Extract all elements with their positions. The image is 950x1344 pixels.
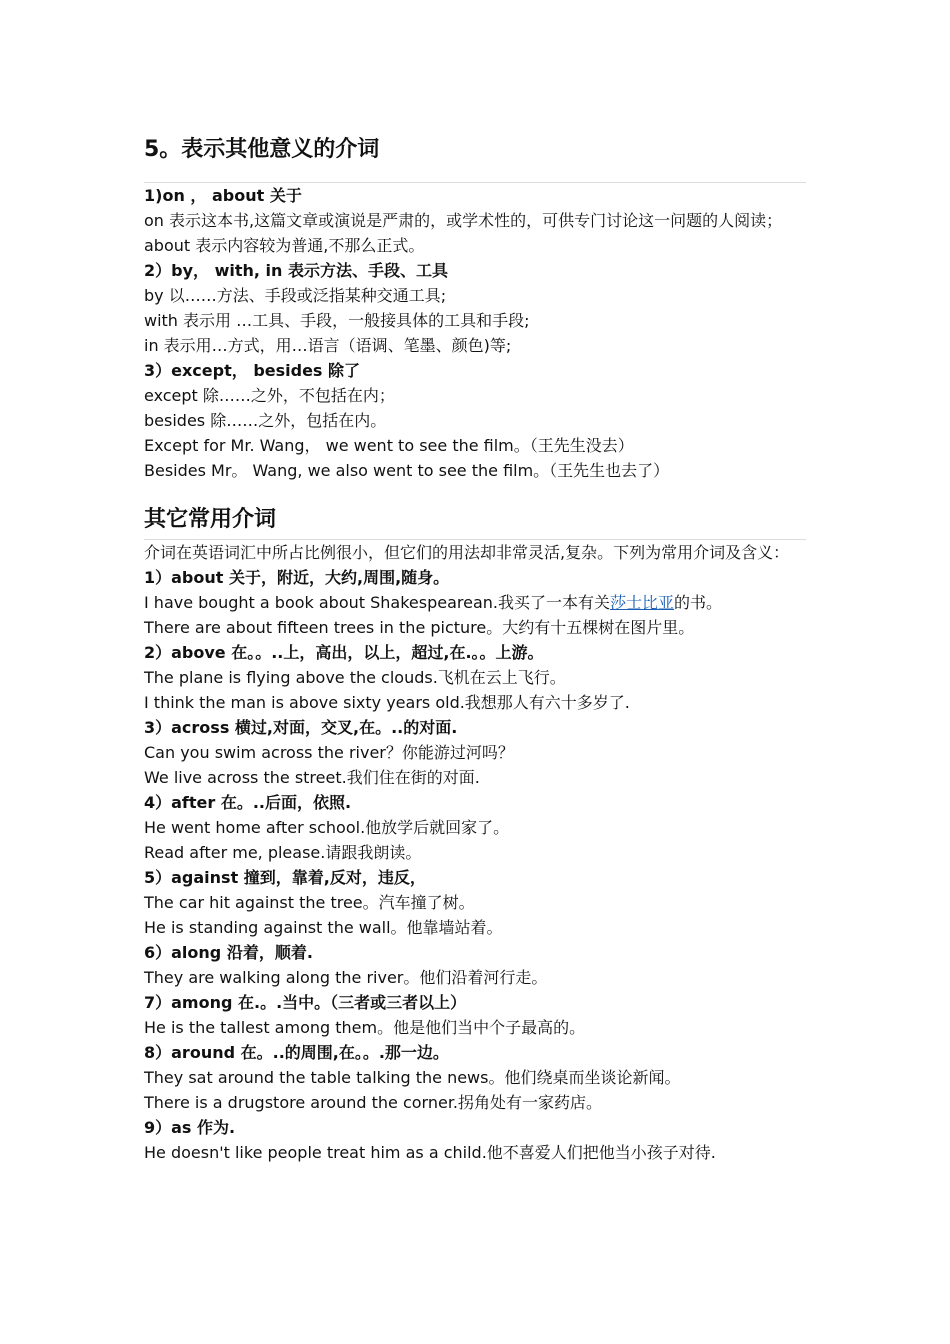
text-line: The car hit against the tree。汽车撞了树。 bbox=[144, 893, 475, 912]
intro-paragraph: 介词在英语词汇中所占比例很小，但它们的用法却非常灵活,复杂。下列为常用介词及含义： bbox=[144, 543, 790, 562]
heading-line: 9）as 作为. bbox=[144, 1118, 236, 1137]
text-line: He is the tallest among them。他是他们当中个子最高的。 bbox=[144, 1018, 586, 1037]
text-line: Can you swim across the river？你能游过河吗？ bbox=[144, 743, 514, 762]
text-line: We live across the street.我们住在街的对面. bbox=[144, 768, 480, 787]
heading-line: 7）among 在.。.当中。（三者或三者以上） bbox=[144, 993, 467, 1012]
text-line: He went home after school.他放学后就回家了。 bbox=[144, 818, 510, 837]
other-prepositions-content bbox=[144, 540, 806, 1165]
text-line: They are walking along the river。他们沿着河行走。 bbox=[144, 968, 548, 987]
text-line: except 除……之外，不包括在内； bbox=[144, 386, 395, 405]
heading-line: 1)on ， about 关于 bbox=[144, 186, 302, 205]
text-line: in 表示用…方式，用…语言（语调、笔墨、颜色)等; bbox=[144, 336, 512, 355]
heading-line: 1）about 关于，附近，大约,周围,随身。 bbox=[144, 568, 450, 587]
text-line: on 表示这本书,这篇文章或演说是严肃的，或学术性的，可供专门讨论这一问题的人阅读； bbox=[144, 211, 783, 230]
heading-line: 3）across 横过,对面，交叉,在。..的对面. bbox=[144, 718, 458, 737]
heading-line: 3）except， besides 除了 bbox=[144, 361, 361, 380]
text-line: I think the man is above sixty years old.我想那人有六十多岁了. bbox=[144, 693, 630, 712]
text-line: There are about fifteen trees in the picture。大约有十五棵树在图片里。 bbox=[144, 618, 695, 637]
text-line: Besides Mr。 Wang, we also went to see the film。（王先生也去了） bbox=[144, 461, 670, 480]
heading-line: 2）above 在。。..上，高出，以上，超过,在.。。上游。 bbox=[144, 643, 544, 662]
section-5-content bbox=[144, 183, 806, 483]
heading-line: 5）against 撞到，靠着,反对，违反， bbox=[144, 868, 426, 887]
text-line: about 表示内容较为普通,不那么正式。 bbox=[144, 236, 425, 255]
text-line: They sat around the table talking the news。他们绕桌而坐谈论新闻。 bbox=[144, 1068, 681, 1087]
text-line: He doesn't like people treat him as a child.他不喜爱人们把他当小孩子对待. bbox=[144, 1143, 716, 1162]
heading-line: 8）around 在。..的周围,在。。.那一边。 bbox=[144, 1043, 449, 1062]
section-title: 5。表示其他意义的介词 bbox=[144, 137, 380, 162]
heading-line: 2）by， with, in 表示方法、手段、工具 bbox=[144, 261, 448, 280]
shakespeare-link[interactable]: 莎士比亚 bbox=[610, 593, 675, 612]
text-line: Read after me, please.请跟我朗读。 bbox=[144, 843, 422, 862]
line-text-post: 的书。 bbox=[674, 593, 723, 612]
text-line: besides 除……之外，包括在内。 bbox=[144, 411, 387, 430]
text-line: by 以……方法、手段或泛指某种交通工具; bbox=[144, 286, 447, 305]
other-prepositions-title: 其它常用介词 bbox=[144, 507, 277, 532]
heading-line: 4）after 在。..后面，依照. bbox=[144, 793, 352, 812]
text-line: The plane is flying above the clouds.飞机在云上飞行。 bbox=[144, 668, 566, 687]
text-line: Except for Mr. Wang， we went to see the film。（王先生没去） bbox=[144, 436, 634, 455]
text-line bbox=[144, 590, 806, 615]
text-line: with 表示用 …工具、手段，一般接具体的工具和手段; bbox=[144, 311, 530, 330]
text-line: There is a drugstore around the corner.拐角处有一家药店。 bbox=[144, 1093, 603, 1112]
line-text-pre: I have bought a book about Shakespearean.我买了一本有关 bbox=[144, 593, 611, 612]
text-line: He is standing against the wall。他靠墙站着。 bbox=[144, 918, 503, 937]
heading-line: 6）along 沿着，顺着. bbox=[144, 943, 313, 962]
